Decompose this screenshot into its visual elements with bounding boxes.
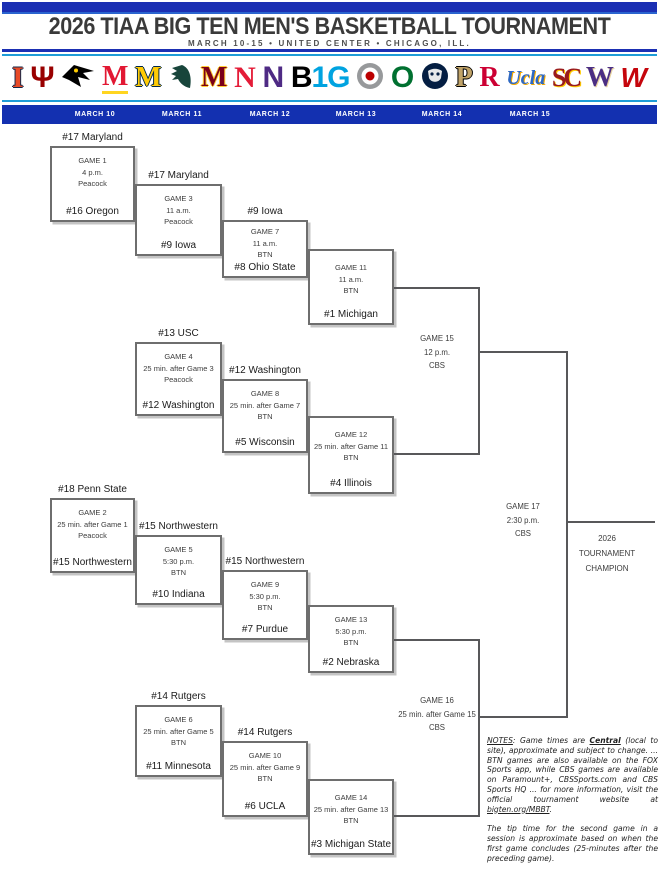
ohio-state-logo-icon <box>356 62 384 94</box>
champion-word-1: TOURNAMENT <box>578 549 636 558</box>
game-9-info <box>224 579 306 614</box>
game-11-info <box>310 262 392 297</box>
game-11-name: GAME 11 <box>335 263 367 272</box>
game-13-bottom-team: #2 Nebraska <box>322 657 380 668</box>
date-march-12: MARCH 12 <box>249 111 291 118</box>
game-14-time: 25 min. after Game 13 <box>313 804 389 814</box>
game-12-info <box>310 429 392 464</box>
date-march-14: MARCH 14 <box>421 111 463 118</box>
game-5-top-team: #15 Northwestern <box>139 521 218 532</box>
champion-label <box>558 531 656 576</box>
champion-word-2: CHAMPION <box>585 564 629 573</box>
game-10-box <box>222 741 308 817</box>
game-7-network: BTN <box>257 250 273 259</box>
maryland-logo-icon: M <box>102 60 129 92</box>
game-5-time: 5:30 p.m. <box>162 556 195 566</box>
usc-logo-icon: SC <box>551 63 580 92</box>
game-10-bottom-team: #6 UCLA <box>244 801 286 812</box>
notes-text-a: : Game times are <box>512 736 590 745</box>
game-2-network: Peacock <box>78 531 107 540</box>
game-12-box <box>308 416 394 494</box>
page-subtitle: MARCH 10-15 • UNITED CENTER • CHICAGO, ILL. <box>188 39 471 48</box>
date-march-10: MARCH 10 <box>74 111 116 118</box>
game-3-name: GAME 3 <box>164 194 193 203</box>
game-10-top-team: #14 Rutgers <box>237 727 293 738</box>
game-16-name: GAME 16 <box>420 696 454 705</box>
game-3-info <box>137 193 220 228</box>
game-14-bottom-team: #3 Michigan State <box>310 839 392 850</box>
game-8-name: GAME 8 <box>250 389 280 398</box>
game-12-time: 25 min. after Game 11 <box>313 441 389 451</box>
game-7-box <box>222 220 308 278</box>
b1g-letters-1g: 1G <box>311 61 350 94</box>
game-1-top-team: #17 Maryland <box>62 132 123 143</box>
game-5-info <box>137 544 220 579</box>
divider-dark-blue <box>2 49 657 52</box>
iowa-hawkeye-logo-icon <box>61 63 95 93</box>
game-2-time: 25 min. after Game 1 <box>57 519 128 529</box>
game-3-bottom-team: #9 Iowa <box>160 240 197 251</box>
game-8-top-team: #12 Washington <box>229 365 301 376</box>
game-15-network: CBS <box>428 361 446 370</box>
northwestern-logo-icon: N <box>262 61 285 94</box>
game-16-network: CBS <box>428 723 446 732</box>
game-8-network: BTN <box>257 412 273 421</box>
game-1-network: Peacock <box>78 179 107 188</box>
game-6-box <box>135 705 222 777</box>
game-11-network: BTN <box>343 286 359 295</box>
big-ten-b1g-logo-icon <box>291 63 350 93</box>
game-15-info <box>396 332 478 373</box>
game-12-bottom-team: #4 Illinois <box>330 478 372 489</box>
indiana-logo-icon: Ψ <box>30 61 55 94</box>
nebraska-logo-icon: N <box>234 61 256 94</box>
game-17-info <box>482 500 564 541</box>
game-4-bottom-team: #12 Washington <box>142 400 215 411</box>
purdue-logo-icon: P <box>455 62 473 93</box>
game-8-box <box>222 379 308 453</box>
champion-line <box>566 521 655 523</box>
divider-cyan <box>2 54 657 56</box>
game-3-network: Peacock <box>164 217 193 226</box>
penn-state-lion-logo-icon <box>421 62 449 94</box>
game-14-name: GAME 14 <box>334 793 368 802</box>
game-3-top-team: #17 Maryland <box>148 170 209 181</box>
washington-logo-icon: W <box>585 62 614 93</box>
game-15-time: 12 p.m. <box>423 347 450 357</box>
rutgers-logo-icon: R <box>479 62 500 93</box>
game-3-time: 11 a.m. <box>166 205 191 215</box>
illinois-logo-icon: I <box>12 61 24 94</box>
game-16-time: 25 min. after Game 15 <box>398 709 476 719</box>
game-13-network: BTN <box>343 638 359 647</box>
game-3-box <box>135 184 222 256</box>
game-17-name: GAME 17 <box>506 502 540 511</box>
game-12-network: BTN <box>343 453 359 462</box>
game-9-network: BTN <box>257 603 273 612</box>
game-15-winner-line <box>480 351 568 353</box>
game-12-name: GAME 12 <box>334 430 368 439</box>
game-8-info <box>224 388 306 423</box>
notes-block <box>487 736 658 864</box>
michigan-logo-icon: M <box>135 62 162 93</box>
game-11-bottom-team: #1 Michigan <box>324 309 378 320</box>
champion-year: 2026 <box>598 534 616 543</box>
page-title: 2026 TIAA BIG TEN MEN'S BASKETBALL TOURNAMENT <box>48 13 611 40</box>
game-17-time: 2:30 p.m. <box>506 515 540 525</box>
wisconsin-motion-w-logo-icon: W <box>620 62 647 93</box>
b1g-letter-b: B <box>290 61 312 94</box>
game-4-info <box>137 351 220 386</box>
game-6-time: 25 min. after Game 5 <box>143 726 214 736</box>
game-2-box <box>50 498 135 573</box>
oregon-logo-icon: O <box>390 61 415 94</box>
game-2-name: GAME 2 <box>78 508 107 517</box>
game-6-name: GAME 6 <box>164 715 193 724</box>
game-1-time: 4 p.m. <box>82 167 103 177</box>
game-4-time: 25 min. after Game 3 <box>143 363 214 373</box>
notes-paragraph-2: The tip time for the second game in a session is approximate based on when the first game concludes (25-minutes after the preceding game). <box>487 824 658 863</box>
game-10-info <box>224 750 306 785</box>
game-17-network: CBS <box>514 529 532 538</box>
game-7-bottom-team: #8 Ohio State <box>234 262 296 273</box>
game-11-time: 11 a.m. <box>338 274 364 284</box>
ucla-script-logo-icon: Ucla <box>506 67 546 89</box>
date-march-13: MARCH 13 <box>335 111 377 118</box>
game-13-name: GAME 13 <box>334 615 368 624</box>
game-2-info <box>52 507 133 542</box>
date-march-15: MARCH 15 <box>509 111 551 118</box>
game-14-network: BTN <box>343 816 359 825</box>
game-9-top-team: #15 Northwestern <box>225 556 305 567</box>
game-2-top-team: #18 Penn State <box>58 484 127 495</box>
game-2-bottom-team: #15 Northwestern <box>53 557 132 568</box>
game-13-time: 5:30 p.m. <box>335 626 367 636</box>
game-7-info <box>224 226 306 261</box>
game-4-name: GAME 4 <box>164 352 193 361</box>
game-4-network: Peacock <box>164 375 193 384</box>
minnesota-logo-icon: M <box>200 62 228 93</box>
notes-paragraph-1 <box>487 736 658 814</box>
game-13-box <box>308 605 394 673</box>
team-logos-row <box>12 58 647 98</box>
game-7-time: 11 a.m. <box>252 238 278 248</box>
game-1-box <box>50 146 135 222</box>
notes-text-b: (local to site), approximate and subject to change. ... BTN games are also available on the FOX Sports app, while CBS games are available on Paramount+, CBSSports.com and CBS Sports HQ ... for more information, visit the official tournament website at <box>487 736 659 804</box>
game-6-info <box>137 714 220 749</box>
game-7-name: GAME 7 <box>250 227 280 236</box>
divider-cyan-lower <box>2 100 657 102</box>
game-5-bottom-team: #10 Indiana <box>152 589 205 600</box>
game-14-info <box>310 792 392 827</box>
notes-central-emphasis: Central <box>589 736 621 745</box>
game-8-bottom-team: #5 Wisconsin <box>235 437 295 448</box>
game-13-info <box>310 614 392 649</box>
game-1-name: GAME 1 <box>78 156 107 165</box>
notes-label: NOTES <box>487 736 513 745</box>
game-5-network: BTN <box>171 568 186 577</box>
game-6-top-team: #14 Rutgers <box>151 691 206 702</box>
game-9-name: GAME 9 <box>250 580 280 589</box>
game-9-box <box>222 570 308 640</box>
game-4-box <box>135 342 222 416</box>
game-1-info <box>52 155 133 190</box>
game-16-info <box>392 694 482 735</box>
tournament-website-link[interactable]: bigten.org/MBBT <box>487 804 550 814</box>
date-march-11: MARCH 11 <box>161 111 203 118</box>
game-10-time: 25 min. after Game 9 <box>229 762 301 772</box>
game-6-network: BTN <box>171 738 186 747</box>
game-7-top-team: #9 Iowa <box>247 206 283 217</box>
michigan-state-spartan-logo-icon <box>168 62 194 94</box>
game-4-top-team: #13 USC <box>158 328 199 339</box>
game-6-bottom-team: #11 Minnesota <box>146 761 211 772</box>
game-10-network: BTN <box>257 774 273 783</box>
game-8-time: 25 min. after Game 7 <box>229 400 301 410</box>
notes-text-c: . <box>549 804 552 814</box>
date-columns-bar <box>2 105 657 124</box>
game-16-winner-line <box>480 716 568 718</box>
game-5-name: GAME 5 <box>164 545 193 554</box>
game-11-box <box>308 249 394 325</box>
game-1-bottom-team: #16 Oregon <box>66 206 119 217</box>
game-14-box <box>308 779 394 855</box>
game-9-bottom-team: #7 Purdue <box>241 624 289 635</box>
game-5-box <box>135 535 222 605</box>
game-15-name: GAME 15 <box>420 334 454 343</box>
game-10-name: GAME 10 <box>248 751 282 760</box>
game-9-time: 5:30 p.m. <box>249 591 281 601</box>
